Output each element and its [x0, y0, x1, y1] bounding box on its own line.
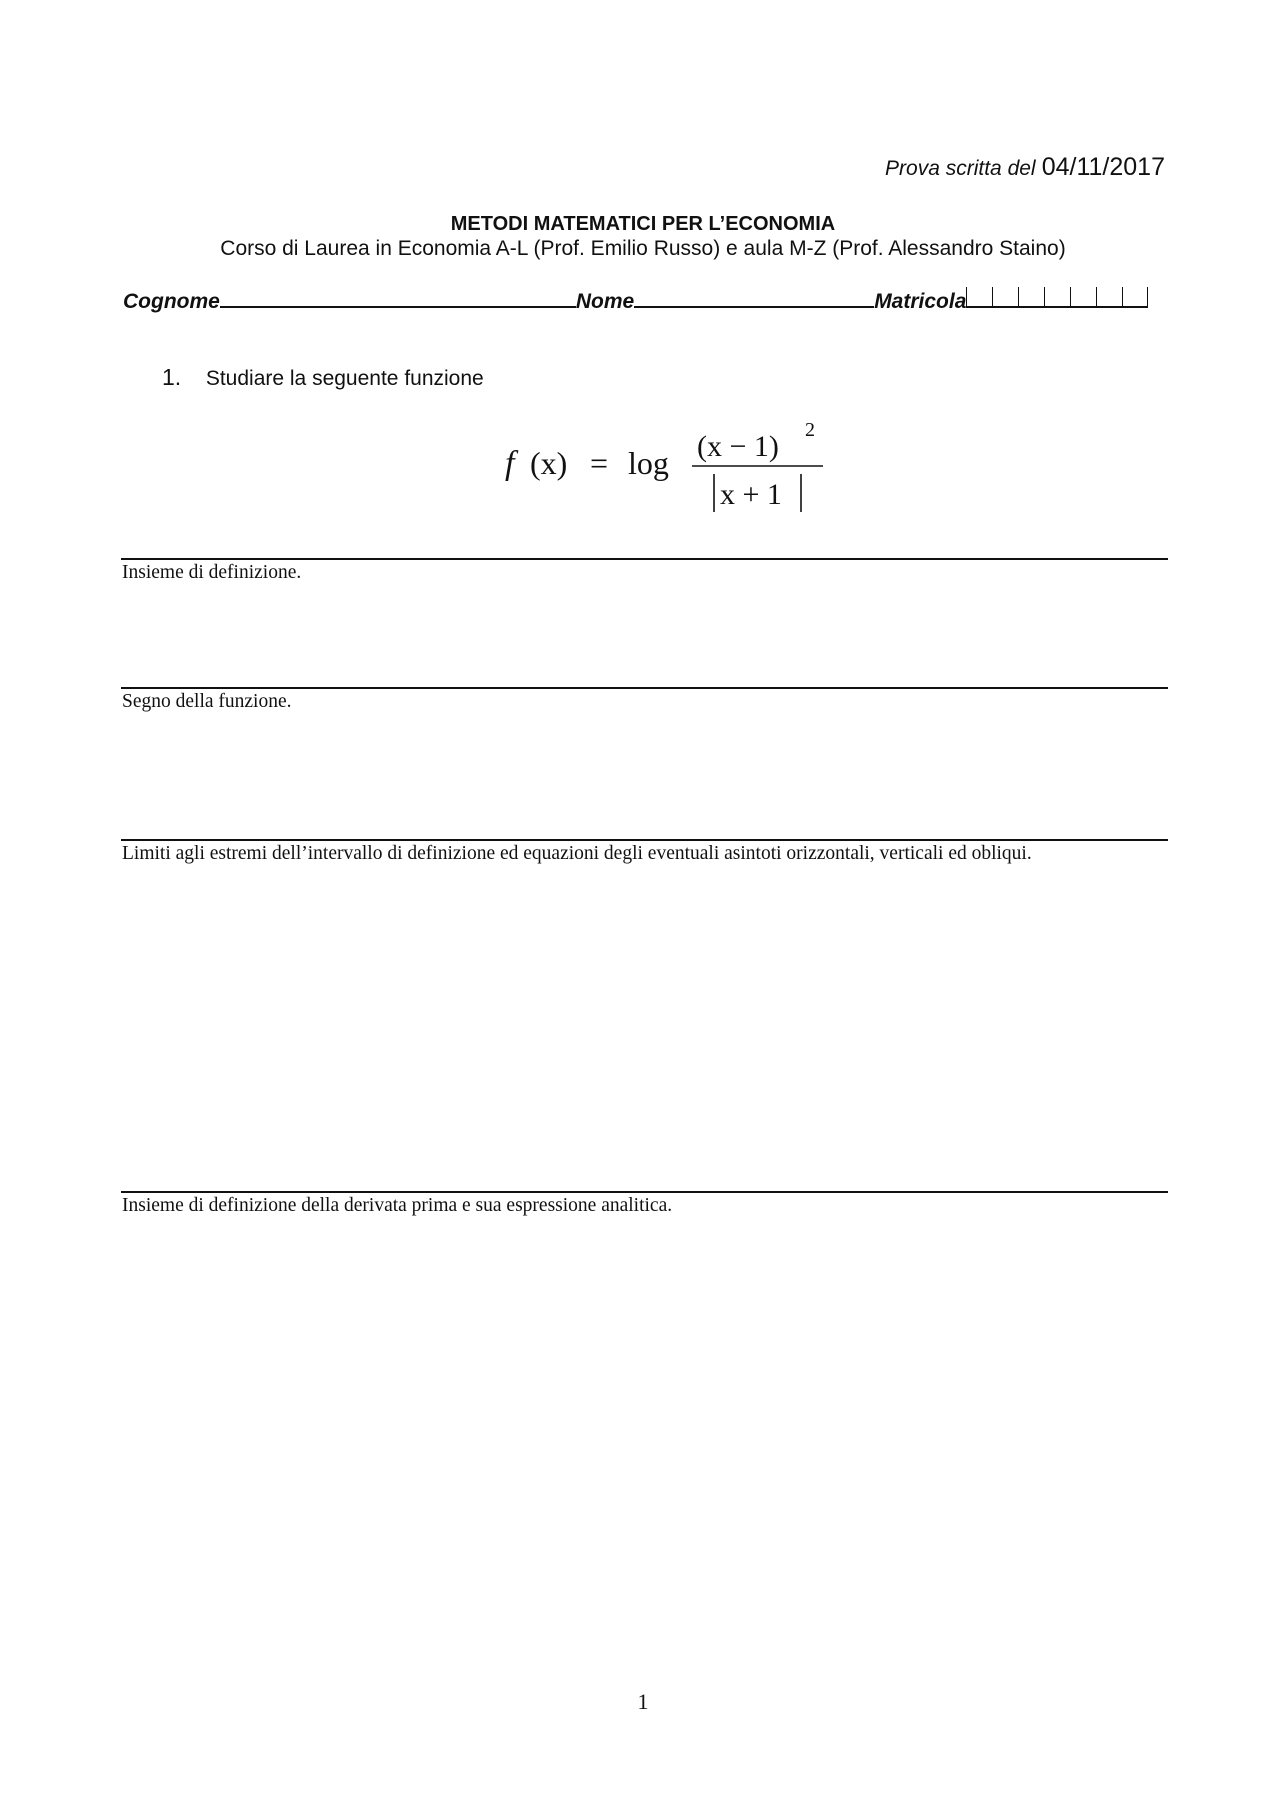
exam-date-label: Prova scritta del — [885, 157, 1036, 180]
id-digit-cell[interactable] — [1096, 287, 1122, 308]
course-subtitle: Corso di Laurea in Economia A-L (Prof. Emilio Russo) e aula M-Z (Prof. Alessandro Staino) — [220, 237, 1066, 260]
formula-equals: = — [590, 445, 609, 481]
id-digit-cell[interactable] — [1018, 287, 1044, 308]
id-digit-cell[interactable] — [966, 287, 992, 308]
name-field[interactable] — [634, 286, 874, 308]
question-1 — [162, 362, 484, 394]
question-number: 1. — [162, 364, 182, 390]
formula-denominator: x + 1 — [720, 478, 782, 511]
name-label: Nome — [575, 290, 635, 313]
id-label: Matricola — [874, 290, 967, 313]
section-domain-label: Insieme di definizione. — [122, 562, 302, 583]
function-formula — [500, 418, 840, 518]
surname-label: Cognome — [123, 290, 220, 313]
page-number: 1 — [637, 1689, 649, 1714]
id-digit-cell[interactable] — [1122, 287, 1148, 308]
student-info-row — [123, 286, 1165, 316]
question-text: Studiare la seguente funzione — [205, 367, 484, 390]
section-divider — [121, 839, 1168, 841]
id-digit-cell[interactable] — [1070, 287, 1096, 308]
formula-exponent: 2 — [805, 419, 815, 441]
id-number-field[interactable] — [966, 287, 1148, 316]
exam-date-value: 04/11/2017 — [1041, 153, 1165, 181]
section-derivative-label: Insieme di definizione della derivata prima e sua espressione analitica. — [122, 1195, 673, 1216]
formula-f: f — [505, 445, 515, 482]
exam-date-line — [885, 152, 1165, 184]
id-digit-cell[interactable] — [992, 287, 1018, 308]
id-digit-cell[interactable] — [1044, 287, 1070, 308]
formula-args: (x) — [530, 445, 568, 481]
surname-field[interactable] — [220, 286, 576, 308]
section-divider — [121, 558, 1168, 560]
course-title: METODI MATEMATICI PER L’ECONOMIA — [450, 213, 836, 235]
section-divider — [121, 1191, 1168, 1193]
formula-log: log — [628, 445, 669, 481]
formula-numerator: (x − 1) — [697, 430, 779, 463]
section-divider — [121, 687, 1168, 689]
section-sign-label: Segno della funzione. — [122, 691, 292, 712]
section-limits-label: Limiti agli estremi dell’intervallo di definizione ed equazioni degli eventuali asintoti orizzontali, verticali ed obliqui. — [122, 843, 1032, 864]
